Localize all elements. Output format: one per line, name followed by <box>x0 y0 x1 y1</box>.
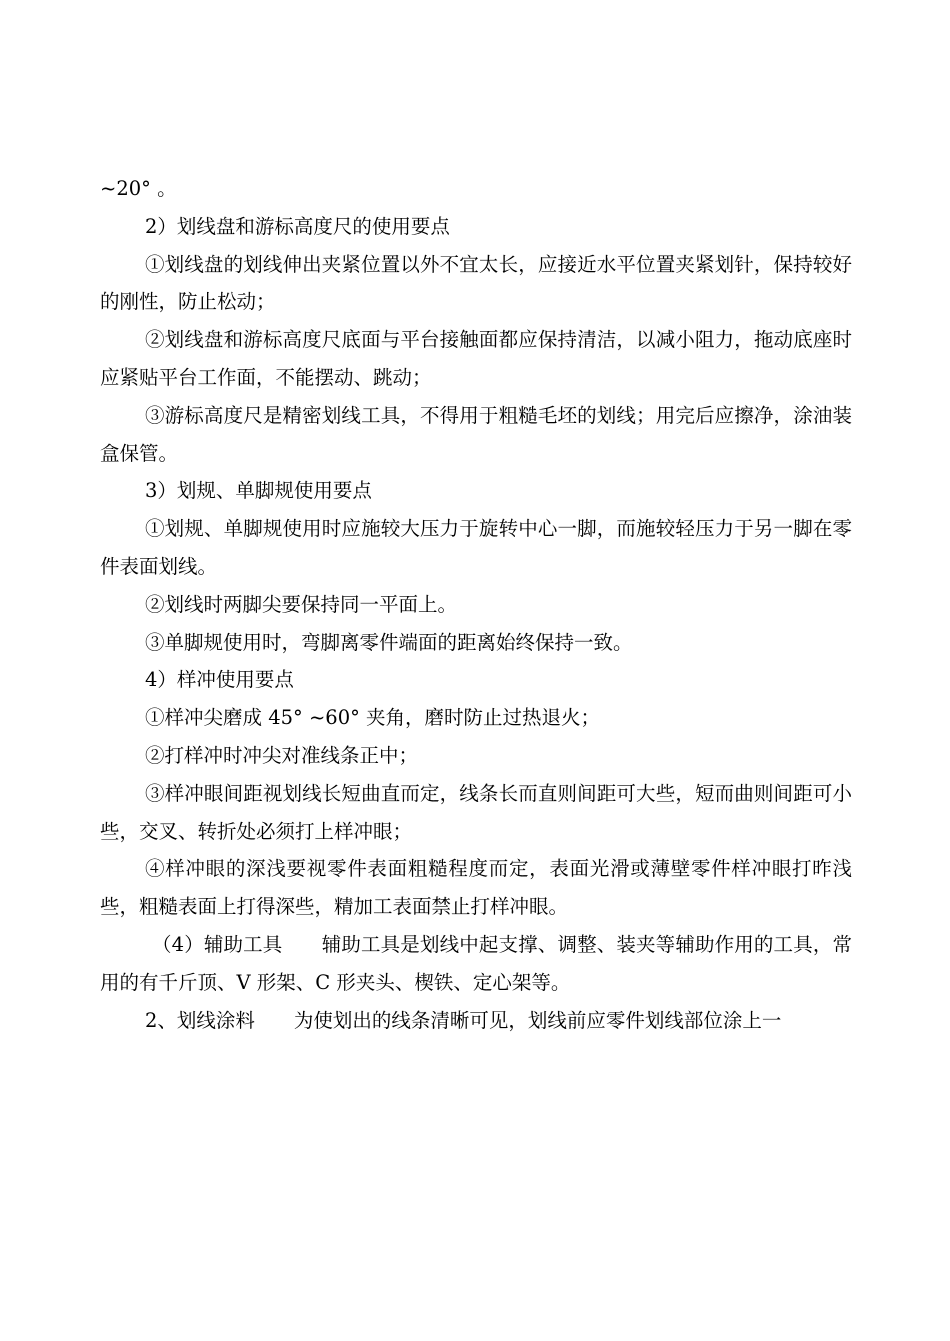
paragraph-auxiliary-tools: （4）辅助工具 辅助工具是划线中起支撑、调整、装夹等辅助作用的工具，常用的有千斤顶、V 形架、C 形夹头、楔铁、定心架等。 <box>100 932 852 994</box>
paragraph-center-punch-3: ③样冲眼间距视划线长短曲直而定，线条长而直则间距可大些，短而曲则间距可小些，交叉、转折处必须打上样冲眼； <box>100 781 852 843</box>
paragraph-marking-coating: 2、划线涂料 为使划出的线条清晰可见，划线前应零件划线部位涂上一 <box>145 1008 782 1032</box>
paragraph-marking-gauge-2: ②划线盘和游标高度尺底面与平台接触面都应保持清洁，以减小阻力，拖动底座时应紧贴平台工作面，不能摆动、跳动； <box>100 328 852 389</box>
heading-center-punch: 4）样冲使用要点 <box>145 668 294 692</box>
paragraph-continuation: ~20° 。 <box>100 177 177 200</box>
paragraph-marking-gauge-1: ①划线盘的划线伸出夹紧位置以外不宜太长，应接近水平位置夹紧划针，保持较好的刚性，防止松动； <box>100 252 852 314</box>
body-text <box>100 170 852 1039</box>
paragraph-dividers-3: ③单脚规使用时，弯脚离零件端面的距离始终保持一致。 <box>145 630 633 654</box>
heading-dividers: 3）划规、单脚规使用要点 <box>145 479 372 503</box>
paragraph-center-punch-4: ④样冲眼的深浅要视零件表面粗糙程度而定，表面光滑或薄壁零件样冲眼打昨浅些，粗糙表面上打得深些，精加工表面禁止打样冲眼。 <box>100 857 852 919</box>
paragraph-marking-gauge-3: ③游标高度尺是精密划线工具，不得用于粗糙毛坯的划线；用完后应擦净，涂油装盒保管。 <box>100 403 852 465</box>
paragraph-center-punch-2: ②打样冲时冲尖对准线条正中； <box>145 743 419 767</box>
paragraph-center-punch-1: ①样冲尖磨成 45° ~60° 夹角，磨时防止过热退火； <box>145 706 601 730</box>
heading-marking-gauge: 2）划线盘和游标高度尺的使用要点 <box>145 214 450 238</box>
paragraph-dividers-1: ①划规、单脚规使用时应施较大压力于旋转中心一脚，而施较轻压力于另一脚在零件表面划线。 <box>100 517 852 578</box>
paragraph-dividers-2: ②划线时两脚尖要保持同一平面上。 <box>145 592 458 616</box>
